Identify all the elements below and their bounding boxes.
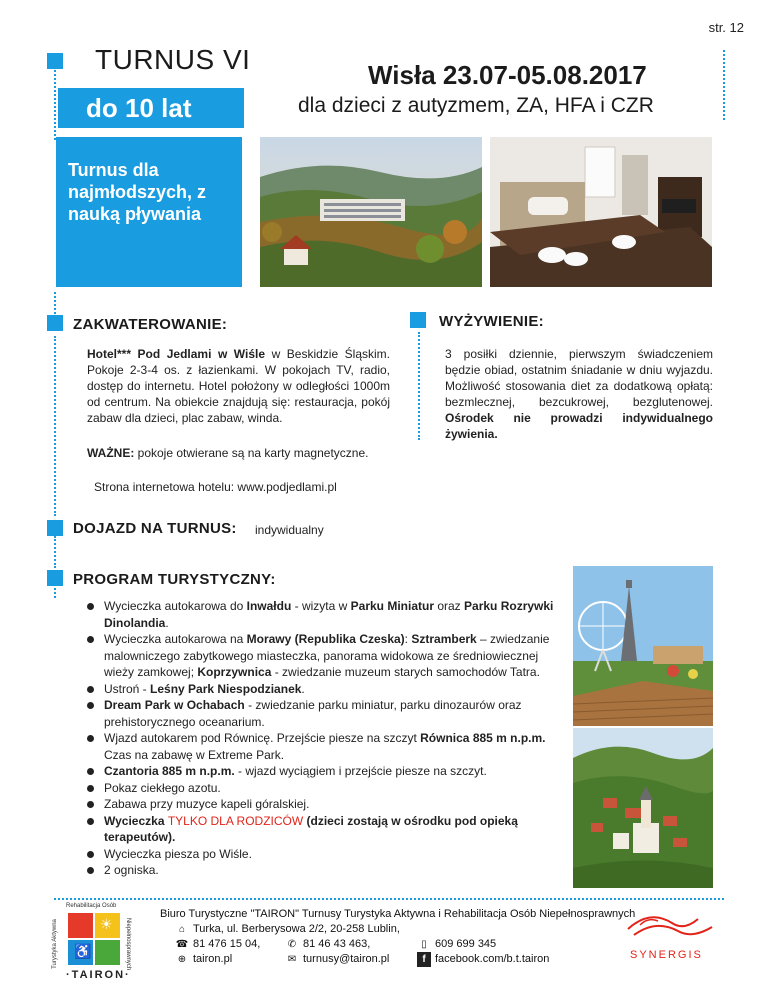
dotted-guide <box>418 332 420 440</box>
program-item-text: Sztramberk <box>411 632 477 646</box>
hotel-website: Strona internetowa hotelu: www.podjedlami.pl <box>94 480 337 494</box>
intro-text: Turnus dla najmłodszych, z nauką pływania <box>68 160 207 224</box>
program-item-text: - wizyta w <box>291 599 351 613</box>
amusement-park-photo <box>573 566 713 726</box>
sun-icon: ☀ <box>100 916 113 932</box>
program-item <box>84 796 554 813</box>
main-title: Wisła 23.07-05.08.2017 <box>368 60 647 90</box>
program-item-text: TYLKO DLA RODZICÓW <box>167 813 304 828</box>
program-item-text: . <box>301 681 305 696</box>
hands-icon <box>620 905 720 945</box>
tairon-logo-side-text-left: Turystyka Aktywna <box>51 919 58 969</box>
program-item-text: Wycieczka piesza po Wiśle. <box>104 846 252 861</box>
program-item-text: (dzieci zostają w ośrodku pod opieką terapeutów). <box>104 813 518 844</box>
program-item-text: - wjazd wyciągiem i przejście piesze na szczyt. <box>234 764 487 778</box>
program-item <box>84 730 554 763</box>
email-icon: ✉ <box>287 954 297 965</box>
synergis-logo <box>620 905 720 965</box>
page-number: str. 12 <box>708 20 744 35</box>
program-item-text: - zwiedzanie muzeum starych samochodów Tatra. <box>271 665 540 679</box>
program-list <box>84 598 554 879</box>
tairon-logo <box>52 903 136 987</box>
program-item-text: Morawy (Republika Czeska) <box>246 632 405 646</box>
bullet-square <box>47 570 63 586</box>
footer-phone1: 81 476 15 04, <box>193 938 261 950</box>
footer-org: Biuro Turystyczne "TAIRON" Turnusy Turystyka Aktywna i Rehabilitacja Osób Niepełnosprawnych <box>160 908 636 920</box>
dotted-guide <box>54 588 56 598</box>
home-icon: ⌂ <box>178 924 186 935</box>
footer-mobile-line <box>417 937 496 952</box>
program-item-text: Zabawa przy muzyce kapeli góralskiej. <box>104 797 310 811</box>
meals-text <box>445 346 713 442</box>
tile-red <box>68 913 93 938</box>
program-item-text: Koprzywnica <box>197 665 272 679</box>
footer-address-line <box>175 922 400 937</box>
globe-icon: ⊕ <box>177 954 187 965</box>
mobile-icon: ▯ <box>421 939 427 950</box>
footer-facebook[interactable]: facebook.com/b.t.tairon <box>435 953 550 965</box>
program-item-text: Wjazd autokarem pod Równicę. Przejście piesze na szczyt <box>104 731 421 745</box>
tile-green <box>95 940 120 965</box>
wheelchair-icon: ♿ <box>74 943 92 959</box>
travel-value: indywidualny <box>255 523 324 537</box>
program-item <box>84 780 554 797</box>
program-item <box>84 681 554 698</box>
program-item-text: Leśny Park Niespodzianek <box>150 681 302 696</box>
synergis-name: SYNERGIS <box>630 949 703 961</box>
footer-facebook-line[interactable] <box>417 952 549 967</box>
program-item-text: 2 ogniska. <box>104 863 159 877</box>
program-item-text: : <box>404 632 412 646</box>
footer-mobile: 609 699 345 <box>435 938 497 950</box>
program-item-text: Parku Miniatur <box>350 599 434 613</box>
turnus-title: TURNUS VI <box>95 44 251 75</box>
program-item <box>84 598 554 631</box>
program-item-text: - zwiedzanie parku miniatur, parku dinozaurów oraz prehistorycznego oceanarium. <box>104 698 522 729</box>
footer-phone2-line <box>285 937 370 952</box>
fax-icon: ✆ <box>287 939 297 950</box>
town-photo <box>573 728 713 888</box>
hotel-name: Hotel*** Pod Jedlami w Wiśle <box>87 347 266 361</box>
footer-phone2: 81 46 43 463, <box>303 938 371 950</box>
program-item-text: Wycieczka autokarowa na <box>104 632 247 646</box>
hotel-exterior-photo <box>260 137 482 287</box>
accommodation-text <box>87 346 390 426</box>
travel-heading: DOJAZD NA TURNUS: <box>73 520 237 537</box>
tairon-logo-name: ·TAIRON· <box>66 969 131 981</box>
dotted-guide <box>723 50 725 120</box>
program-item-text: Pokaz ciekłego azotu. <box>104 780 221 795</box>
hotel-room-photo <box>490 137 712 287</box>
tairon-logo-side-text-right: Niepełnosprawnych <box>125 917 132 971</box>
dotted-guide <box>54 292 56 314</box>
program-item-text: – zwiedzanie malowniczego zabytkowego miasteczka, panorama widokowa ze średniowiecznej wieży zamkowej; <box>104 632 550 679</box>
dotted-guide <box>54 70 56 140</box>
program-item-text: Parku Rozrywki Dinolandia <box>104 599 554 630</box>
program-item-text: oraz <box>434 599 465 613</box>
meals-description: 3 posiłki dziennie, pierwszym świadczeniem będzie obiad, ostatnim śniadanie w dniu wyjazdu. Możliwość stosowania diet za dodatkową opłatą: bezmlecznej, bezcukrowej, bezglutenowej. <box>445 347 713 409</box>
program-item-text: Inwałdu <box>246 599 292 613</box>
age-badge: do 10 lat <box>58 88 244 128</box>
program-item <box>84 631 554 681</box>
program-item <box>84 763 554 780</box>
footer-address: Turka, ul. Berberysowa 2/2, 20-258 Lublin, <box>193 923 400 935</box>
footer-email-line[interactable] <box>285 952 389 967</box>
program-item-text: Wycieczka autokarowa do <box>104 599 247 613</box>
footer-web[interactable]: tairon.pl <box>193 953 233 965</box>
program-item-text: Wycieczka <box>104 813 168 828</box>
program-heading: PROGRAM TURYSTYCZNY: <box>73 571 276 588</box>
important-label: WAŻNE: <box>87 446 135 460</box>
phone-icon: ☎ <box>175 939 189 950</box>
meals-heading: WYŻYWIENIE: <box>439 313 544 330</box>
program-item-text: . <box>165 615 169 630</box>
accommodation-description: w Beskidzie Śląskim. Pokoje 2-3-4 os. z łazienkami. W pokojach TV, radio, dostęp do internetu. Hotel położony w odległości 1000m od centrum. Na obiekcie znajdują się: restauracja, pokój zabaw dla dzieci, plac zabaw, winda. <box>87 347 390 425</box>
program-item-text: Równica 885 m n.p.m. <box>420 731 546 745</box>
footer-web-line[interactable] <box>175 952 232 967</box>
program-item <box>84 846 554 863</box>
program-item <box>84 813 554 846</box>
dotted-guide <box>54 898 724 900</box>
dotted-guide <box>54 336 56 516</box>
accommodation-heading: ZAKWATEROWANIE: <box>73 316 228 333</box>
meals-note: Ośrodek nie prowadzi indywidualnego żywienia. <box>445 411 713 441</box>
tairon-logo-top-text: Rehabilitacja Osób <box>66 903 117 909</box>
tairon-logo-tiles <box>68 913 120 965</box>
important-text: pokoje otwierane są na karty magnetyczne. <box>134 446 369 460</box>
subtitle: dla dzieci z autyzmem, ZA, HFA i CZR <box>298 94 654 117</box>
facebook-icon: f <box>417 952 431 967</box>
program-item <box>84 862 554 879</box>
footer-phone1-line <box>175 937 260 952</box>
bullet-square <box>47 315 63 331</box>
intro-box <box>56 137 242 287</box>
program-item-text: Czas na zabawę w Extreme Park. <box>104 747 285 762</box>
bullet-square <box>47 53 63 69</box>
dotted-guide <box>54 536 56 568</box>
program-item-text: Ustroń - <box>104 681 151 696</box>
important-note <box>87 445 368 461</box>
bullet-square <box>410 312 426 328</box>
program-item-text: Czantoria 885 m n.p.m. <box>104 764 235 778</box>
footer-email[interactable]: turnusy@tairon.pl <box>303 953 390 965</box>
bullet-square <box>47 520 63 536</box>
program-item <box>84 697 554 730</box>
program-item-text: Dream Park w Ochabach <box>104 698 245 712</box>
